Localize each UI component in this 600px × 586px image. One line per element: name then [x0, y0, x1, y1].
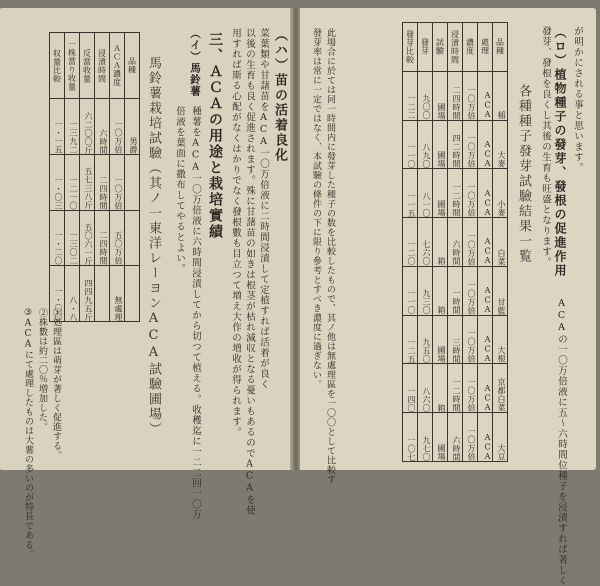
- table-cell: [125, 155, 140, 211]
- table-cell: 五〇六一斤: [80, 210, 95, 266]
- table-cell: 一〇万倍: [110, 155, 125, 211]
- table-note-2: ②株數は約二〇％増加した。: [37, 308, 47, 432]
- table-cell: 一二〇: [403, 218, 418, 267]
- table-cell: 大根: [493, 315, 508, 364]
- table-cell: 四四九五斤: [80, 266, 95, 322]
- table-header-cell: 浸漬時間: [448, 23, 463, 72]
- right-page: [300, 8, 596, 586]
- table-cell: 一・〇〇: [50, 266, 65, 322]
- table-cell: 六二〇〇斤: [80, 99, 95, 155]
- table-cell: 六時間: [448, 413, 463, 462]
- table-cell: 一時間: [448, 266, 463, 315]
- table-note-1: ①処理區は萌芽が著しく促進する。: [51, 308, 61, 460]
- table-cell: 二四時間: [448, 71, 463, 120]
- table-row: [403, 218, 508, 267]
- table-row: [50, 210, 140, 266]
- table-cell: 三時間: [448, 315, 463, 364]
- section-ha-text-3: 用すれば斯る心配がなくはかりでなく發根數も目立つて増え大作の増收が得られます。: [230, 28, 241, 438]
- section-ha-heading: （ハ）苗の活着良化: [272, 28, 287, 163]
- table-cell: 一〇万倍: [463, 364, 478, 413]
- table-cell: 圃場: [433, 71, 448, 120]
- table-cell: 一一五: [403, 169, 418, 218]
- table-cell: 大麥: [493, 120, 508, 169]
- table-row: [403, 413, 508, 462]
- table-cell: 無處理: [110, 266, 125, 322]
- table-cell: 六時間: [448, 218, 463, 267]
- table-cell: 七六〇: [418, 218, 433, 267]
- table-note-3: ③ACAにて處理したものは大薯の多いのが特長である。: [23, 308, 33, 559]
- table-cell: ACA: [478, 413, 493, 462]
- table-header-cell: 収量比較: [50, 33, 65, 99]
- table-cell: 大豆: [493, 413, 508, 462]
- footer-note-1: 此場合に於ては同一時間内に發芽した種子の数を比較したもので、其ノ他は無處理區を一〇〇として比較す: [325, 28, 335, 484]
- table-header-cell: 濃度: [463, 23, 478, 72]
- table-cell: 一〇万倍: [110, 99, 125, 155]
- table-cell: 一三九二: [65, 99, 80, 155]
- table-cell: 九五〇: [418, 315, 433, 364]
- section-ha-text-1: 菜葉類や甘藷苗をACA一〇万倍液に二時間浸漬して定植すれば活着が良く: [258, 28, 269, 390]
- table-header-cell: 一株當り收量: [65, 33, 80, 99]
- table-cell: ACA: [478, 315, 493, 364]
- table-header-cell: 處理: [478, 23, 493, 72]
- table-cell: ACA: [478, 218, 493, 267]
- table-cell: [125, 210, 140, 266]
- table-cell: 稲: [493, 71, 508, 120]
- table-cell: 一・〇三: [50, 155, 65, 211]
- table-header-cell: 品種: [493, 23, 508, 72]
- section-ha-text-2: 以後の生育も良く促進されます。殊に甘藷苗の如きは根茎が枯れ減収となる憂いもあるのでACAを使: [244, 28, 255, 516]
- table-cell: 八九〇: [418, 120, 433, 169]
- table-cell: ACA: [478, 169, 493, 218]
- table-cell: 圃場: [433, 315, 448, 364]
- table-cell: 九三〇: [418, 266, 433, 315]
- section-i-heading: （イ）馬鈴薯: [189, 28, 201, 97]
- table-header-row: [50, 33, 140, 99]
- intro-line-1: が明かにされる事と思います。: [572, 26, 583, 173]
- table-header-cell: 發芽比較: [403, 23, 418, 72]
- table-cell: 二四時間: [95, 155, 110, 211]
- table-cell: 一〇七: [403, 413, 418, 462]
- table-row: [50, 266, 140, 322]
- table-cell: 圃場: [433, 120, 448, 169]
- table-cell: ACA: [478, 364, 493, 413]
- section-ro-heading: （ロ）植物種子の發芽、發根の促進作用: [553, 26, 567, 278]
- table-row: [50, 99, 140, 155]
- table-row: [403, 169, 508, 218]
- table-header-row: [403, 23, 508, 72]
- table-header-cell: 浸漬時間: [95, 33, 110, 99]
- table-row: [403, 364, 508, 413]
- table-header-cell: 反當收量: [80, 33, 95, 99]
- table-cell: 男爵: [125, 99, 140, 155]
- left-table-title: 馬鈴薯栽培試驗（其ノ一東洋レーヨンACA試驗圃場）: [146, 56, 161, 437]
- table-cell: 京都白菜: [493, 364, 508, 413]
- table-row: [403, 266, 508, 315]
- table-row: [403, 120, 508, 169]
- table-cell: 圃場: [433, 169, 448, 218]
- germination-table: [402, 22, 508, 462]
- table-cell: 圃場: [433, 413, 448, 462]
- table-cell: 一〇万倍: [463, 71, 478, 120]
- table-cell: 五七三八斤: [80, 155, 95, 211]
- intro-line-2: ACAの一〇万倍液に五～六時間位種子を浸漬すれば著しく: [556, 298, 567, 586]
- table-cell: 一〇万倍: [463, 169, 478, 218]
- table-cell: 一〇万倍: [463, 120, 478, 169]
- table-cell: 一・一五: [50, 99, 65, 155]
- table-cell: 一〇万倍: [463, 218, 478, 267]
- table-cell: [95, 266, 110, 322]
- right-table-title: 各種種子發芽試驗結果一覧: [516, 84, 531, 264]
- table-cell: 一一〇: [403, 266, 418, 315]
- table-cell: ACA: [478, 120, 493, 169]
- table-cell: ACA: [478, 71, 493, 120]
- table-cell: 一〇万倍: [463, 413, 478, 462]
- table-row: [50, 155, 140, 211]
- section3-heading: 三、ＡＣＡの用途と栽培實績: [207, 32, 223, 240]
- table-header-cell: ＡＣＡ濃度: [110, 33, 125, 99]
- table-cell: 一二時間: [448, 364, 463, 413]
- table-cell: [125, 266, 140, 322]
- table-cell: 箱: [433, 218, 448, 267]
- table-cell: 九七〇: [418, 413, 433, 462]
- table-cell: 一二一〇: [65, 155, 80, 211]
- left-page: [0, 8, 292, 559]
- table-cell: 二四時間: [95, 210, 110, 266]
- section-i-text-2: 倍液を葉面に撒布してやるとよい。: [174, 106, 185, 274]
- table-cell: 九〇〇: [418, 71, 433, 120]
- table-cell: 一二時間: [448, 169, 463, 218]
- footer-note-2: 發芽率は常に一定ではなく、本試驗の條件の下に限り參考とすべき濃度に過ぎない。: [311, 28, 321, 389]
- table-cell: ACA: [478, 266, 493, 315]
- table-cell: 一二五: [403, 315, 418, 364]
- table-cell: 八六〇: [418, 364, 433, 413]
- table-cell: 一二二: [403, 71, 418, 120]
- table-cell: 箱: [433, 364, 448, 413]
- table-cell: 五〇万倍: [110, 210, 125, 266]
- table-row: [403, 315, 508, 364]
- potato-trial-table: [49, 32, 140, 322]
- table-cell: 箱: [433, 266, 448, 315]
- table-cell: 六時間: [95, 99, 110, 155]
- table-header-cell: 品種: [125, 33, 140, 99]
- table-cell: 四二時間: [448, 120, 463, 169]
- table-cell: 八・八: [65, 266, 80, 322]
- table-cell: 一〇万倍: [463, 315, 478, 364]
- table-cell: 一四〇: [403, 364, 418, 413]
- table-cell: 一・二〇: [50, 210, 65, 266]
- section-i-text-1: 種薯をACA一〇万倍液に六時間浸漬してから切つて植える。收穫迄に一二二回一〇万: [190, 106, 201, 520]
- intro-line-3: 發芽、發根を良くし其後の生育も旺盛となります。: [540, 26, 551, 268]
- table-header-cell: 試驗: [433, 23, 448, 72]
- table-row: [403, 71, 508, 120]
- table-header-cell: 發芽: [418, 23, 433, 72]
- table-cell: 小麥: [493, 169, 508, 218]
- table-cell: 一〇万倍: [463, 266, 478, 315]
- table-cell: 一三〇二: [65, 210, 80, 266]
- table-cell: 白菜: [493, 218, 508, 267]
- table-cell: 八一〇: [418, 169, 433, 218]
- table-cell: 甘藍: [493, 266, 508, 315]
- table-cell: 一一〇: [403, 120, 418, 169]
